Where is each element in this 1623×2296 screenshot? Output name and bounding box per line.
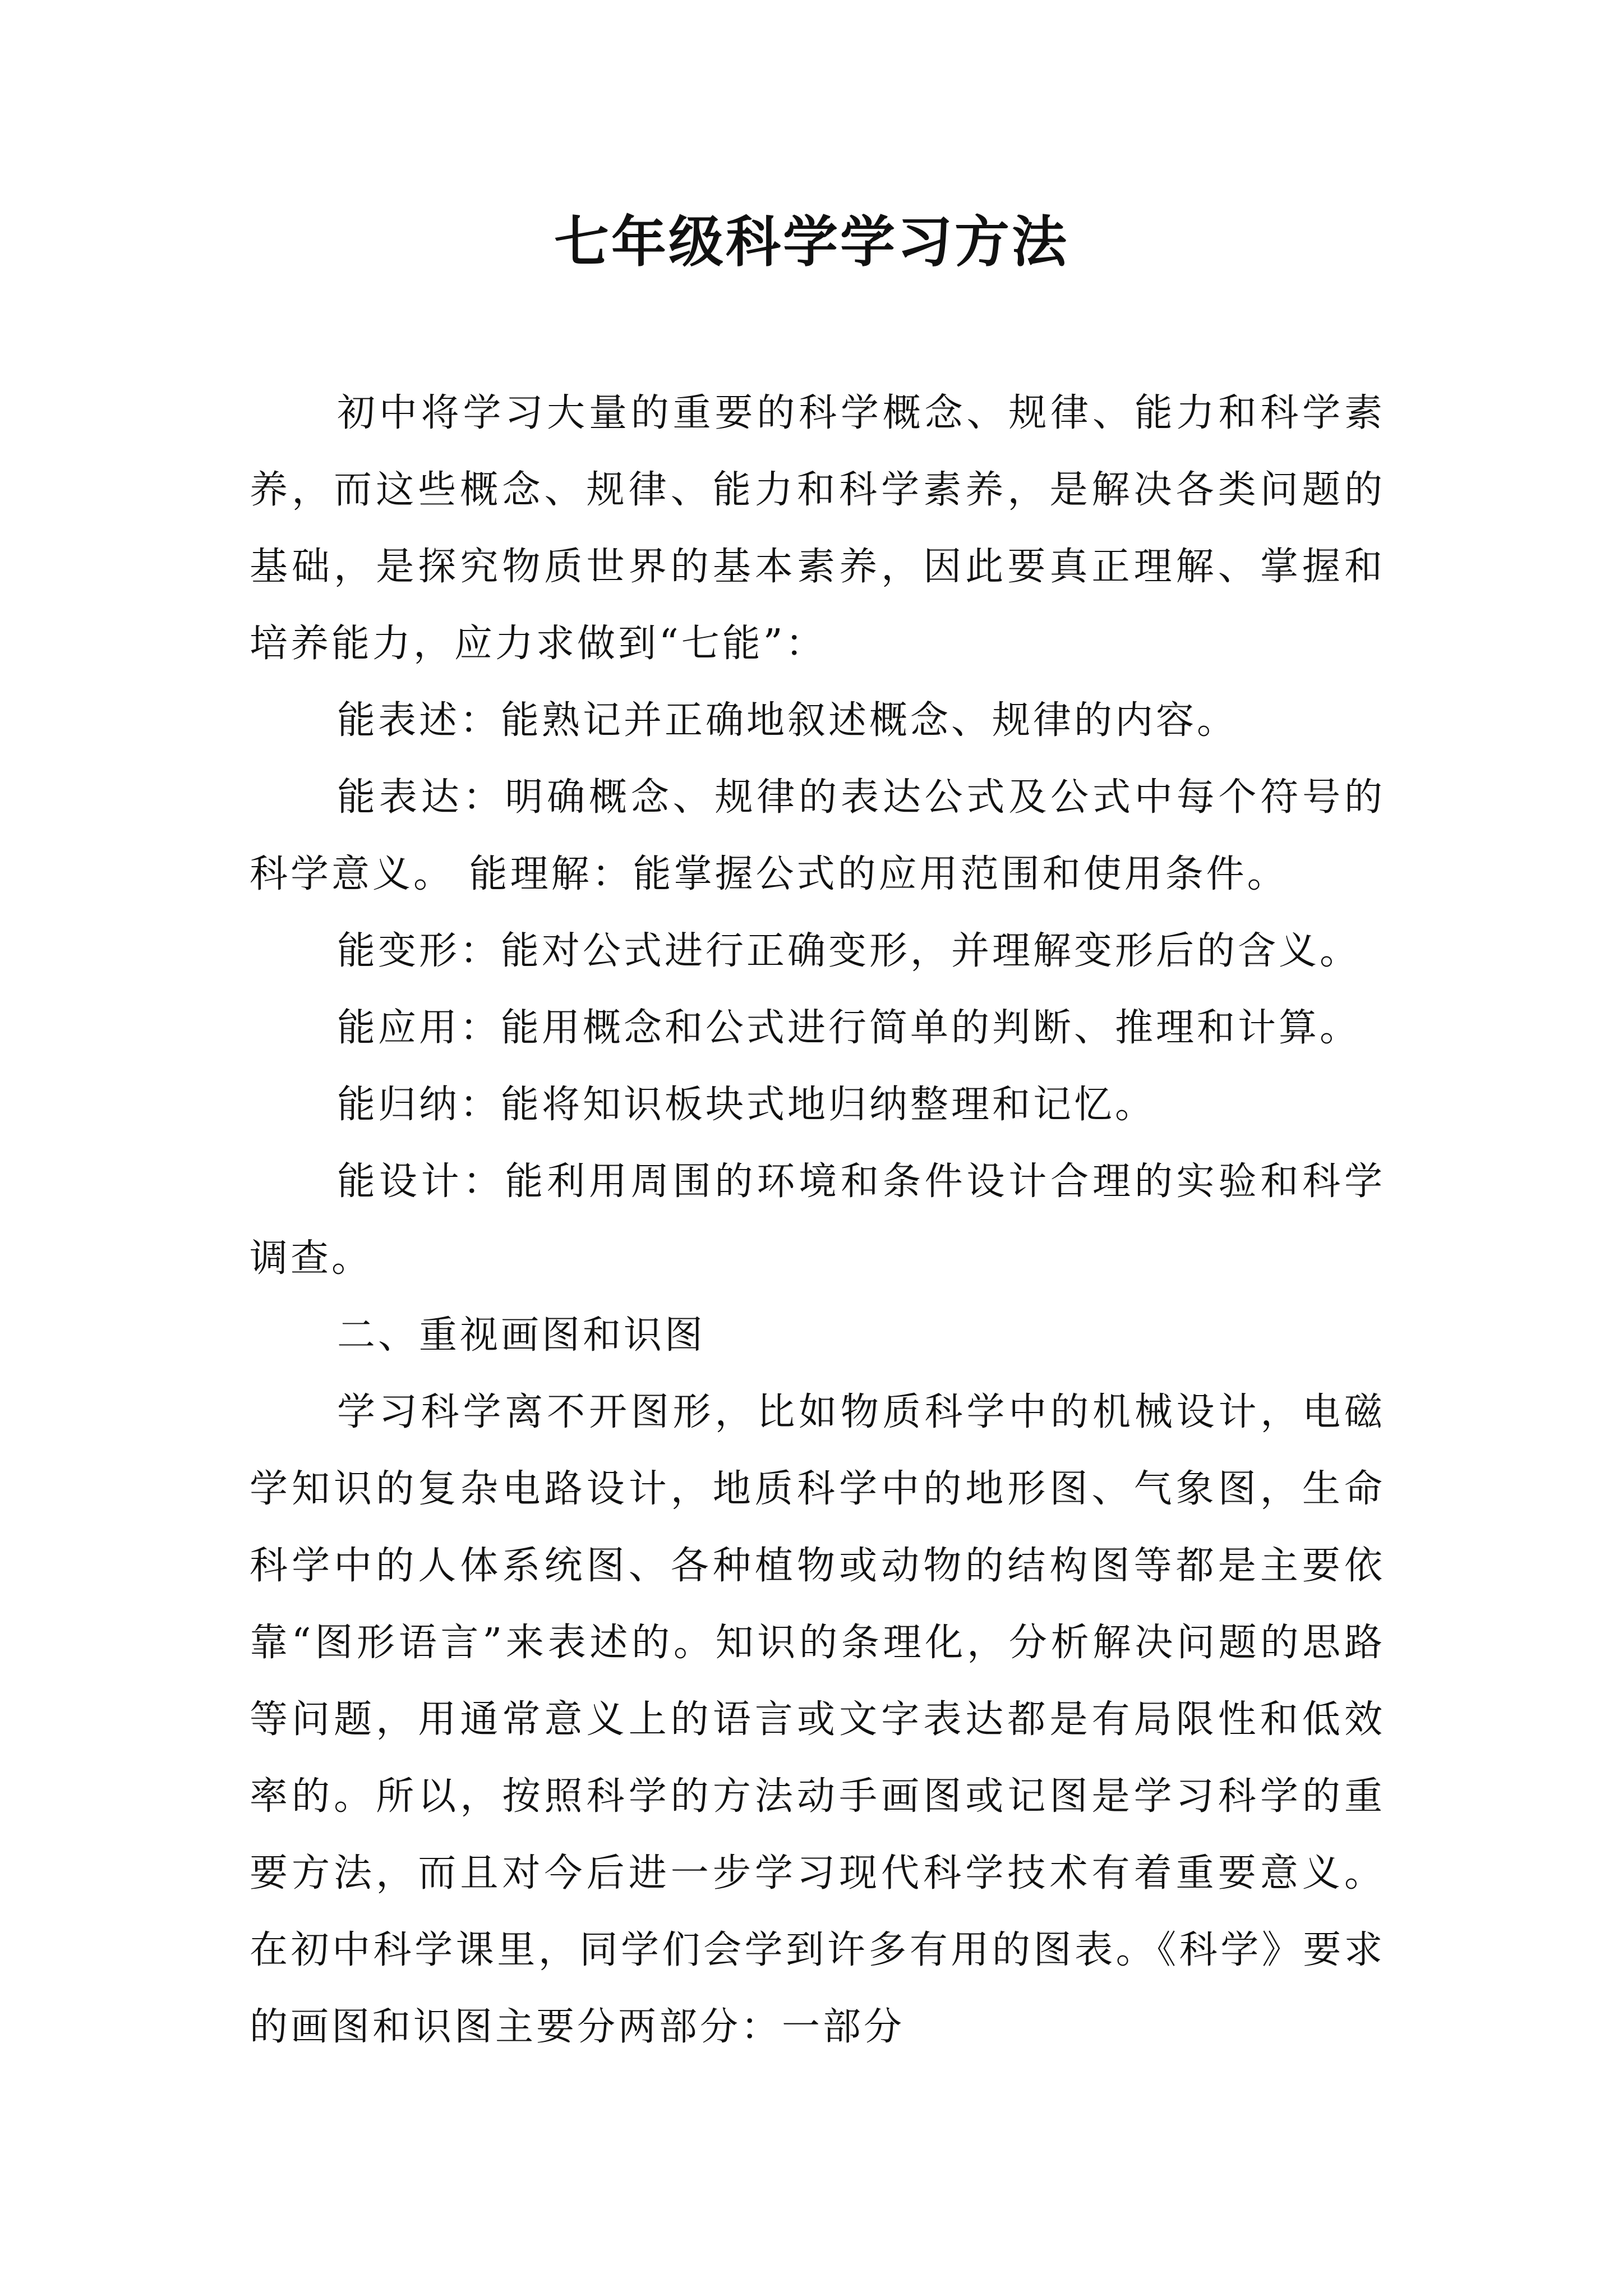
section-heading: 二、重视画图和识图 bbox=[337, 1313, 706, 1358]
document-body bbox=[250, 375, 1385, 2065]
paragraph-summarize: 能归纳：能将知识板块式地归纳整理和记忆。 bbox=[337, 1083, 1156, 1127]
paragraph-apply: 能应用：能用概念和公式进行简单的判断、推理和计算。 bbox=[337, 1006, 1361, 1050]
paragraph-transform: 能变形：能对公式进行正确变形，并理解变形后的含义。 bbox=[337, 929, 1361, 973]
paragraph-describe: 能表述：能熟记并正确地叙述概念、规律的内容。 bbox=[337, 698, 1238, 743]
paragraph-intro: 初中将学习大量的重要的科学概念、规律、能力和科学素养，而这些概念、规律、能力和科学素养，是解决各类问题的基础，是探究物质世界的基本素养，因此要真正理解、掌握和培养能力，应力求做到“七能”： bbox=[250, 391, 1385, 666]
paragraph-express: 能表达：明确概念、规律的表达公式及公式中每个符号的科学意义。 能理解：能掌握公式的应用范围和使用条件。 bbox=[250, 775, 1385, 896]
paragraph-diagrams: 学习科学离不开图形，比如物质科学中的机械设计，电磁学知识的复杂电路设计，地质科学中的地形图、气象图，生命科学中的人体系统图、各种植物或动物的结构图等都是主要依靠“图形语言”来表述的。知识的条理化，分析解决问题的思路等问题，用通常意义上的语言或文字表达都是有局限性和低效率的。所以，按照科学的方法动手画图或记图是学习科学的重要方法，而且对今后进一步学习现代科学技术有着重要意义。在初中科学课里，同学们会学到许多有用的图表。《科学》要求的画图和识图主要分两部分：一部分 bbox=[250, 1390, 1385, 2049]
paragraph-design: 能设计：能利用周围的环境和条件设计合理的实验和科学调查。 bbox=[250, 1159, 1385, 1281]
document-title: 七年级科学学习方法 bbox=[554, 210, 1069, 274]
